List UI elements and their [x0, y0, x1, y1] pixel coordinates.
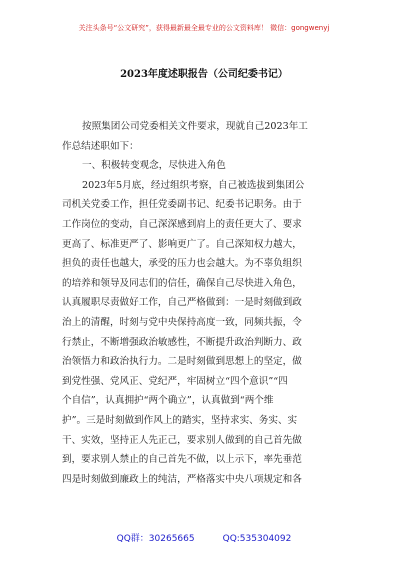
body-line: 作总结述职如下： [62, 140, 139, 152]
body-line: 认真履职尽责做好工作，自己严格做到：一是时刻做到政 [62, 297, 302, 309]
body-line: 按照集团公司党委相关文件要求，现就自己2023年工 [82, 121, 308, 132]
footer-qq-contact: QQ:535304092 [222, 534, 292, 544]
body-line: 护”。三是时刻做到作风上的踏实，坚持求实、务实、实 [62, 414, 298, 426]
section-heading: 一、积极转变观念，尽快进入角色 [82, 160, 226, 172]
body-line: 四是时刻做到廉政上的纯洁，严格落实中央八项规定和各 [62, 473, 302, 485]
body-line: 工作岗位的变动，自己深深感到肩上的责任更大了、要求 [62, 218, 302, 230]
document-body [62, 117, 352, 489]
document-title: 2023年度述职报告（公司纪委书记） [120, 69, 288, 80]
footer-contact [0, 531, 408, 544]
body-line: 个自信”，认真拥护“两个确立”，认真做到“两个维 [62, 395, 274, 407]
body-line: 2023年5月底，经过组织考察，自己被选拔到集团公 [82, 179, 305, 191]
body-line: 的培养和领导及同志们的信任，确保自己尽快进入角色， [62, 277, 302, 289]
body-line: 司机关党委工作，担任党委副书记、纪委书记职务。由于 [62, 199, 302, 211]
body-line: 治领悟力和政治执行力。二是时刻做到思想上的坚定，做 [62, 356, 302, 368]
body-line: 担负的责任也越大，承受的压力也会越大。为不辜负组织 [62, 258, 302, 270]
header-promo-text: 关注头条号“公文研究”，获得最新最全最专业的公文资料库！ 微信：gongwenyj [78, 24, 330, 32]
body-line: 到，要求别人禁止的自己首先不做，以上示下，率先垂范 [62, 454, 302, 466]
body-line: 治上的清醒，时刻与党中央保持高度一致，同频共振，令 [62, 316, 302, 328]
footer-qq-group: QQ群：30265665 [116, 534, 195, 544]
body-line: 到党性强、党风正、党纪严，牢固树立“四个意识”“四 [62, 375, 288, 387]
body-line: 干、实效，坚持正人先正己，要求别人做到的自己首先做 [62, 434, 302, 446]
body-line: 更高了、标准更严了、影响更广了。自己深知权力越大， [62, 238, 302, 250]
body-line: 行禁止，不断增强政治敏感性，不断提升政治判断力、政 [62, 336, 302, 348]
